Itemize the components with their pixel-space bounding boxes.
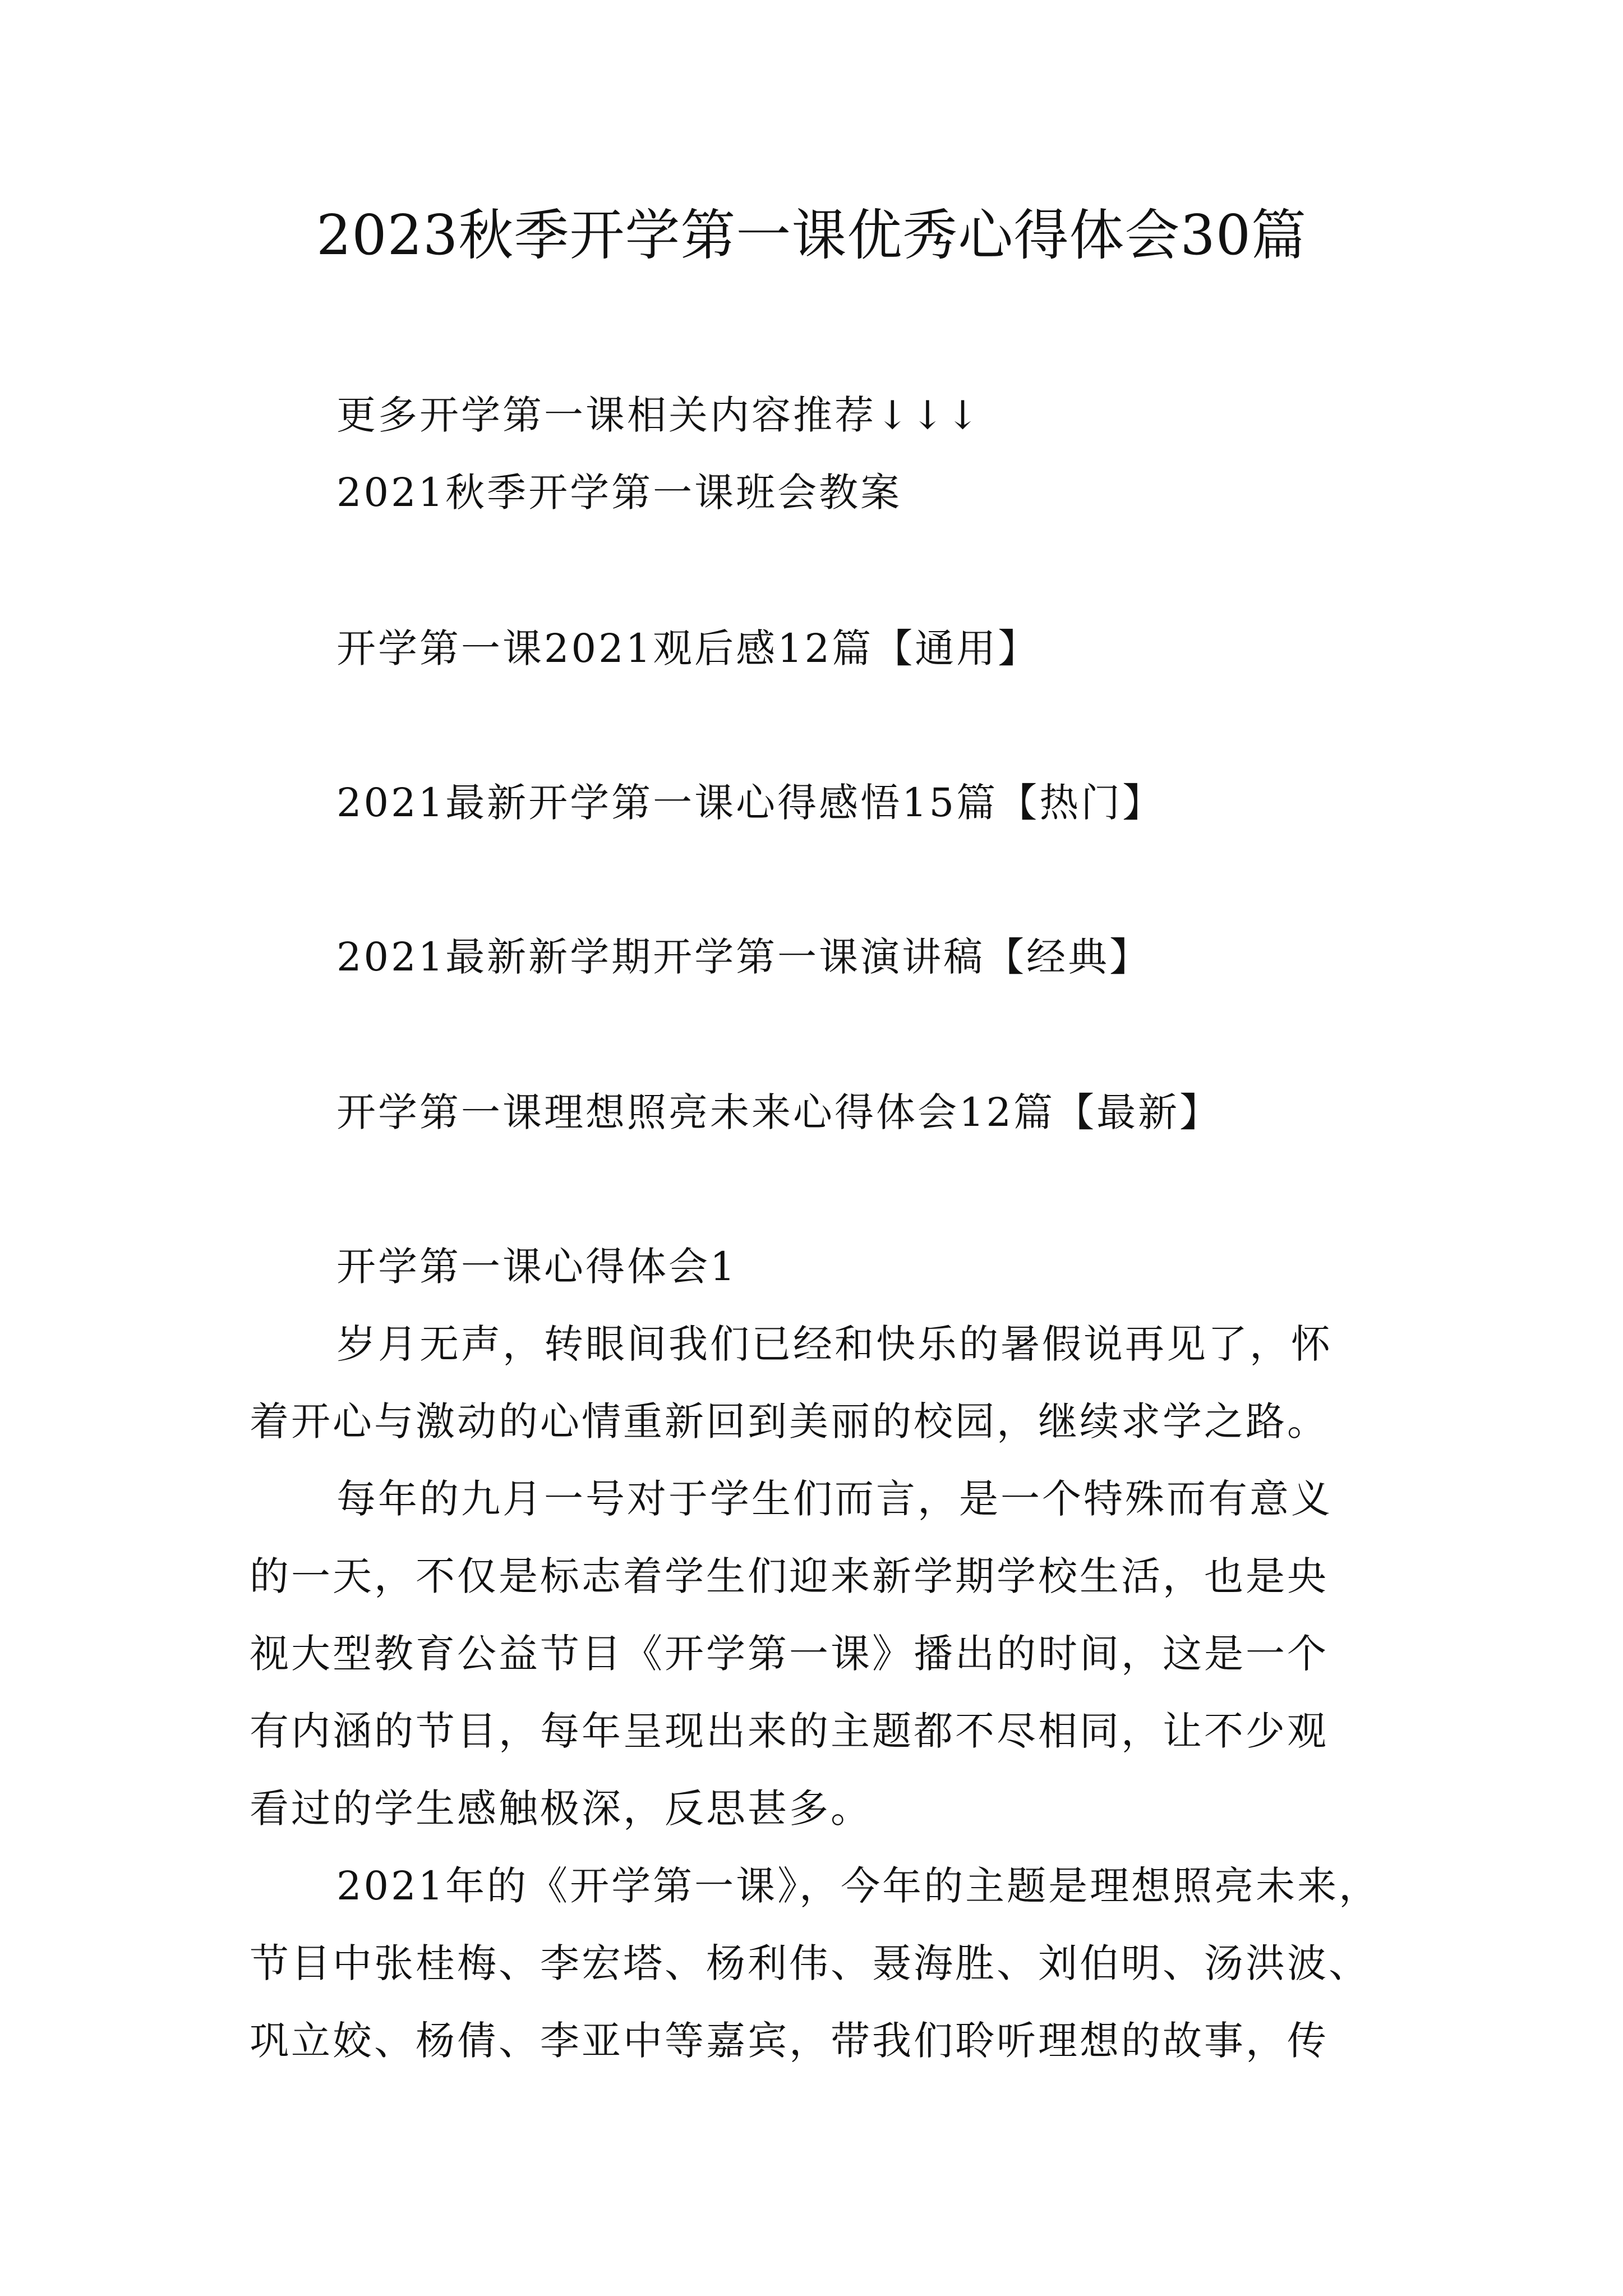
recommended-link[interactable]: 开学第一课理想照亮未来心得体会12篇【最新】	[336, 1089, 1221, 1135]
paragraph-line: 巩立姣、杨倩、李亚中等嘉宾，带我们聆听理想的故事，传	[250, 2018, 1329, 2064]
paragraph-line: 岁月无声，转眼间我们已经和快乐的暑假说再见了，怀	[336, 1321, 1332, 1367]
recommend-intro: 更多开学第一课相关内容推荐↓↓↓	[336, 392, 981, 438]
paragraph-line: 每年的九月一号对于学生们而言，是一个特殊而有意义	[336, 1476, 1332, 1522]
paragraph-line: 2021年的《开学第一课》，今年的主题是理想照亮未来，	[336, 1863, 1381, 1909]
recommended-link[interactable]: 2021秋季开学第一课班会教案	[336, 470, 902, 516]
paragraph-line: 看过的学生感触极深，反思甚多。	[250, 1786, 872, 1832]
paragraph-line: 的一天，不仅是标志着学生们迎来新学期学校生活，也是央	[250, 1553, 1329, 1599]
paragraph-line: 视大型教育公益节目《开学第一课》播出的时间，这是一个	[250, 1631, 1329, 1677]
paragraph-line: 节目中张桂梅、李宏塔、杨利伟、聂海胜、刘伯明、汤洪波、	[250, 1940, 1370, 1986]
document-title: 2023秋季开学第一课优秀心得体会30篇	[316, 204, 1307, 268]
recommended-link[interactable]: 2021最新开学第一课心得感悟15篇【热门】	[336, 780, 1164, 826]
section-heading: 开学第一课心得体会1	[336, 1244, 737, 1290]
recommended-link[interactable]: 开学第一课2021观后感12篇【通用】	[336, 625, 1040, 671]
recommended-link[interactable]: 2021最新新学期开学第一课演讲稿【经典】	[336, 934, 1151, 980]
paragraph-line: 有内涵的节目，每年呈现出来的主题都不尽相同，让不少观	[250, 1708, 1329, 1754]
paragraph-line: 着开心与激动的心情重新回到美丽的校园，继续求学之路。	[250, 1398, 1329, 1444]
